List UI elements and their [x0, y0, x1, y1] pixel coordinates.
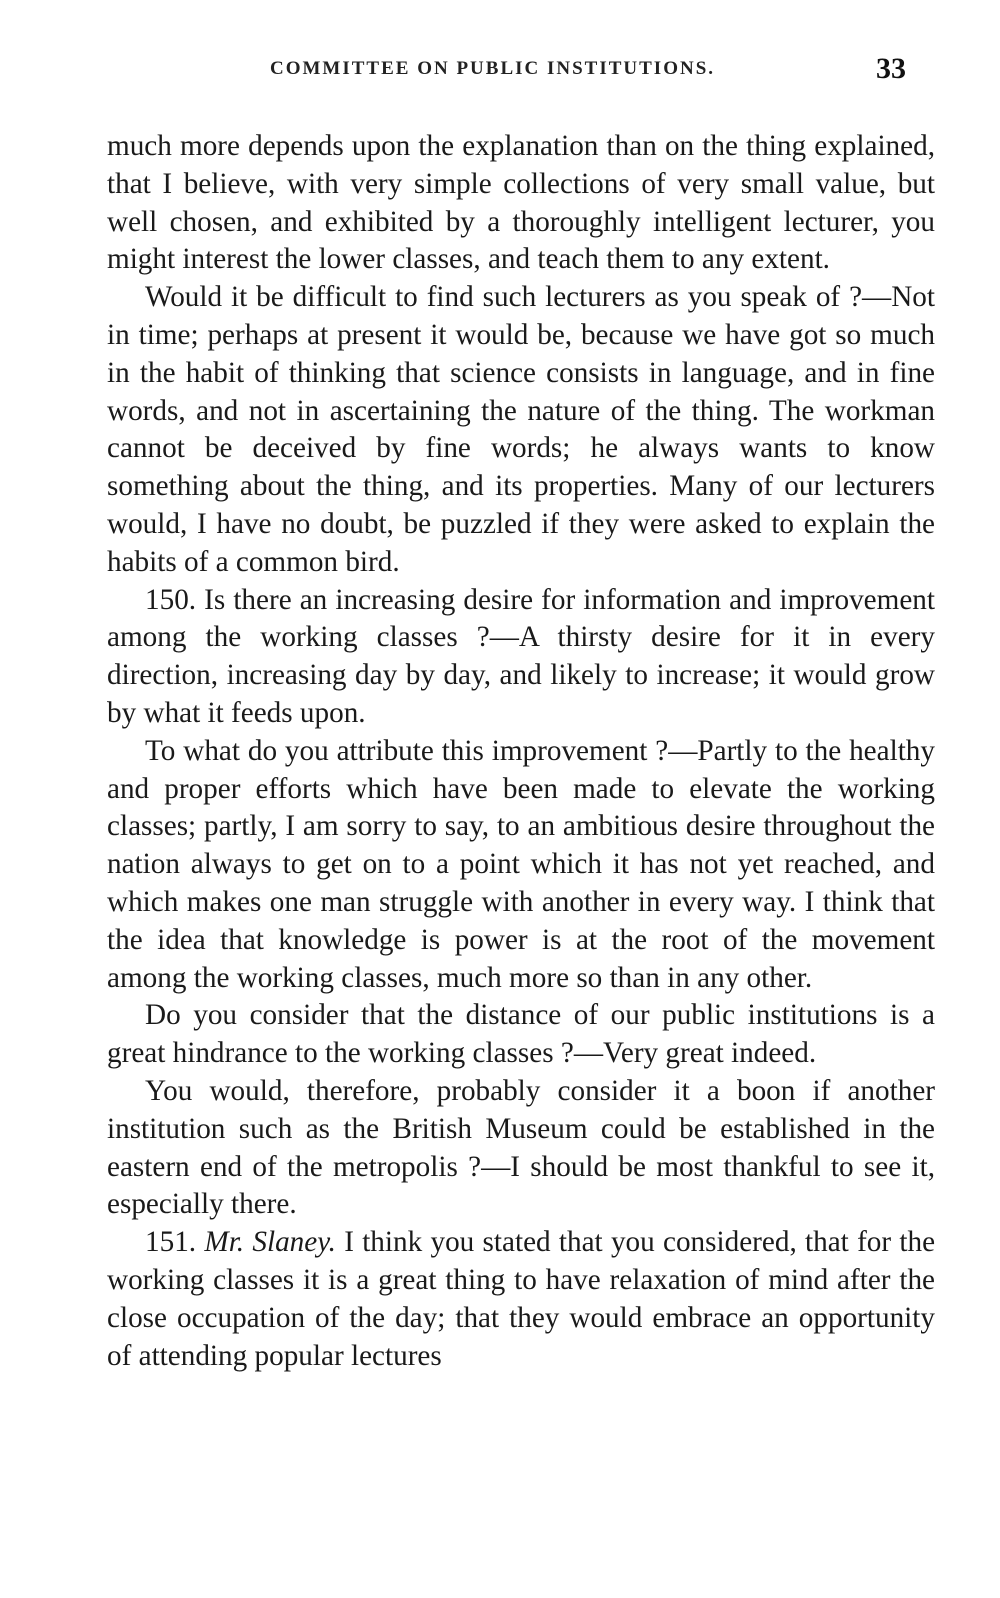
speaker-name: Mr. Slaney.	[204, 1226, 336, 1259]
page-number: 33	[876, 52, 906, 85]
question-number: 151.	[145, 1226, 197, 1259]
running-title: COMMITTEE ON PUBLIC INSTITUTIONS.	[270, 58, 716, 79]
paragraph-boon: You would, therefore, probably consider it a boon if another institution such as the British Museum could be established in the eastern end of the metropolis ?—I should be most thankful to see it, especially there.	[107, 1074, 935, 1221]
paragraph-151	[107, 1224, 935, 1375]
paragraph-distance: Do you consider that the distance of our public institutions is a great hindrance to the working classes ?—Very great indeed.	[107, 999, 935, 1070]
paragraph-lecturers: Would it be difficult to find such lecturers as you speak of ?—Not in time; perhaps at present it would be, because we have got so much in the habit of thinking that science consists in language, and in fine words, and not in ascertaining the nature of the thing. The workman cannot be deceived by fine words; he always wants to know something about the thing, and its properties. Many of our lecturers would, I have no doubt, be puzzled if they were asked to explain the habits of a common bird.	[107, 281, 935, 578]
paragraph-continued: much more depends upon the explanation than on the thing explained, that I believe, with very simple collections of very small value, but well chosen, and exhibited by a thoroughly intelligent lecturer, you might interest the lower classes, and teach them to any extent.	[107, 130, 935, 276]
page-body	[107, 128, 935, 1375]
paragraph-improvement: To what do you attribute this improvement ?—Partly to the healthy and proper efforts which have been made to elevate the working classes; partly, I am sorry to say, to an ambitious desire throughout the nation always to get on to a point which it has not yet reached, and which makes one man struggle with another in every way. I think that the idea that knowledge is power is at the root of the movement among the working classes, much more so than in any other.	[107, 734, 935, 994]
paragraph-150: 150. Is there an increasing desire for information and improvement among the working classes ?—A thirsty desire for it in every direction, increasing day by day, and likely to increase; it would grow by what it feeds upon.	[107, 583, 935, 729]
question-text: I think you stated that you considered, that for the working classes it is a great thing to have relaxation of mind after the close occupation of the day; that they would embrace an opportunity of attending popular lectures	[107, 1226, 936, 1372]
